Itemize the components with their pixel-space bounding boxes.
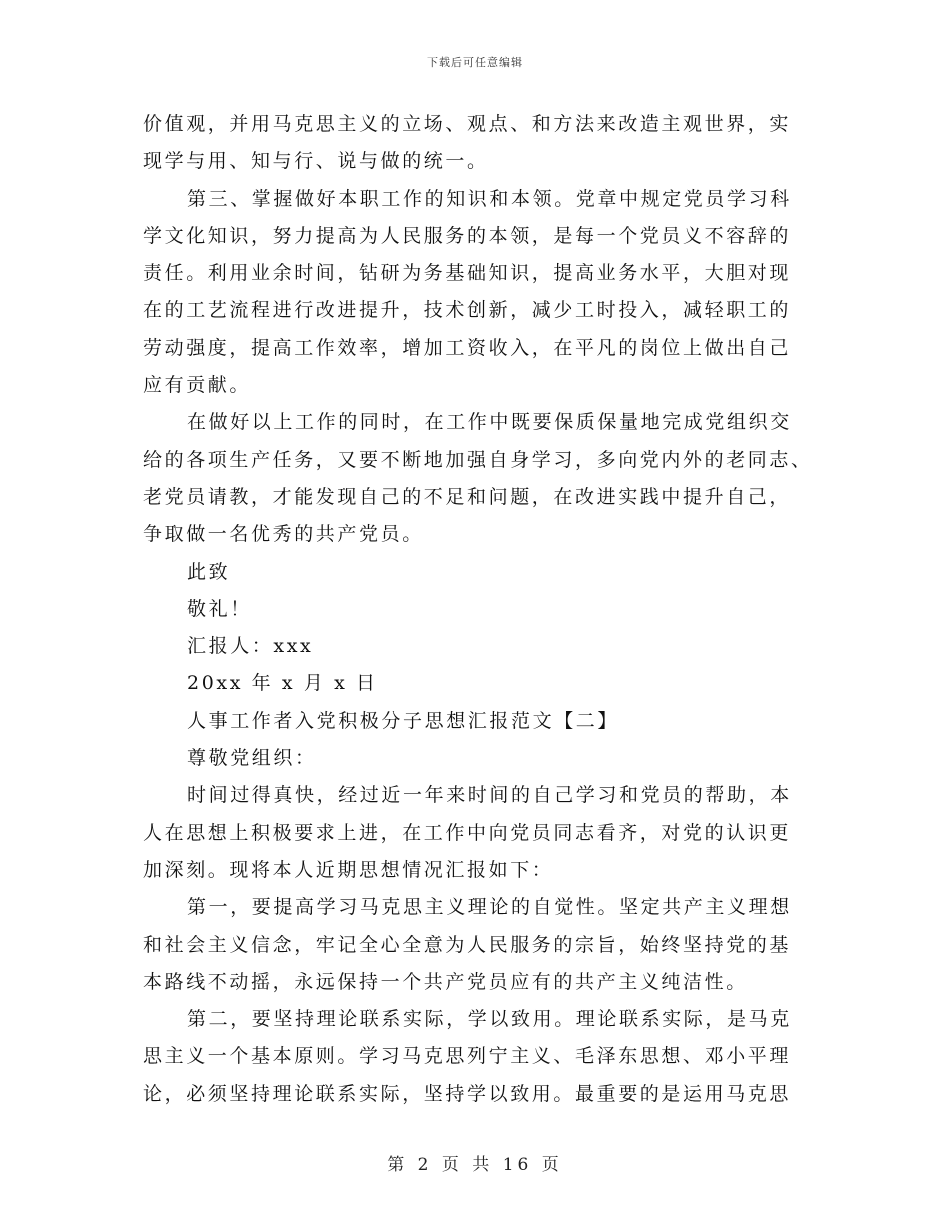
text-line: 思主义一个基本原则。学习马克思列宁主义、毛泽东思想、邓小平理	[143, 1045, 792, 1068]
text-line: 和社会主义信念，牢记全心全意为人民服务的宗旨，始终坚持党的基	[143, 933, 792, 956]
text-line: 学文化知识，努力提高为人民服务的本领，是每一个党员义不容辞的	[143, 224, 792, 247]
text-line: 第二，要坚持理论联系实际，学以致用。理论联系实际，是马克	[187, 1008, 792, 1031]
section-title: 人事工作者入党积极分子思想汇报范文【二】	[187, 709, 620, 732]
text-line: 论，必须坚持理论联系实际，坚持学以致用。最重要的是运用马克思	[143, 1082, 792, 1105]
report-date: 20xx 年 x 月 x 日	[187, 672, 378, 695]
text-line: 责任。利用业余时间，钻研为务基础知识，提高业务水平，大胆对现	[143, 262, 792, 285]
text-line: 争取做一名优秀的共产党员。	[143, 523, 424, 546]
text-line: 时间过得真快，经过近一年来时间的自己学习和党员的帮助，本	[187, 784, 792, 807]
text-line: 加深刻。现将本人近期思想情况汇报如下：	[143, 858, 554, 881]
text-line: 人在思想上积极要求上进，在工作中向党员同志看齐，对党的认识更	[143, 821, 792, 844]
text-line: 劳动强度，提高工作效率，增加工资收入，在平凡的岗位上做出自己	[143, 336, 792, 359]
text-line: 应有贡献。	[143, 374, 252, 397]
reporter: 汇报人：xxx	[187, 635, 314, 658]
greeting: 尊敬党组织：	[187, 747, 317, 770]
closing-phrase: 此致	[187, 560, 231, 583]
text-line: 在做好以上工作的同时，在工作中既要保质保量地完成党组织交	[187, 411, 792, 434]
text-line: 现学与用、知与行、说与做的统一。	[143, 150, 489, 173]
text-line: 第一，要提高学习马克思主义理论的自觉性。坚定共产主义理想	[187, 896, 792, 919]
page-number: 第 2 页 共 16 页	[387, 1155, 563, 1175]
header-note: 下载后可任意编辑	[427, 56, 523, 69]
salutation: 敬礼！	[187, 597, 252, 620]
text-line: 第三、掌握做好本职工作的知识和本领。党章中规定党员学习科	[187, 187, 792, 210]
text-line: 价值观，并用马克思主义的立场、观点、和方法来改造主观世界，实	[143, 113, 792, 135]
text-line: 在的工艺流程进行改进提升，技术创新，减少工时投入，减轻职工的	[143, 299, 792, 322]
text-line: 给的各项生产任务，又要不断地加强自身学习，多向党内外的老同志、	[143, 448, 813, 471]
text-line: 老党员请教，才能发现自己的不足和问题，在改进实践中提升自己，	[143, 485, 792, 508]
text-line: 本路线不动摇，永远保持一个共产党员应有的共产主义纯洁性。	[143, 970, 748, 993]
document-body	[143, 106, 813, 1113]
